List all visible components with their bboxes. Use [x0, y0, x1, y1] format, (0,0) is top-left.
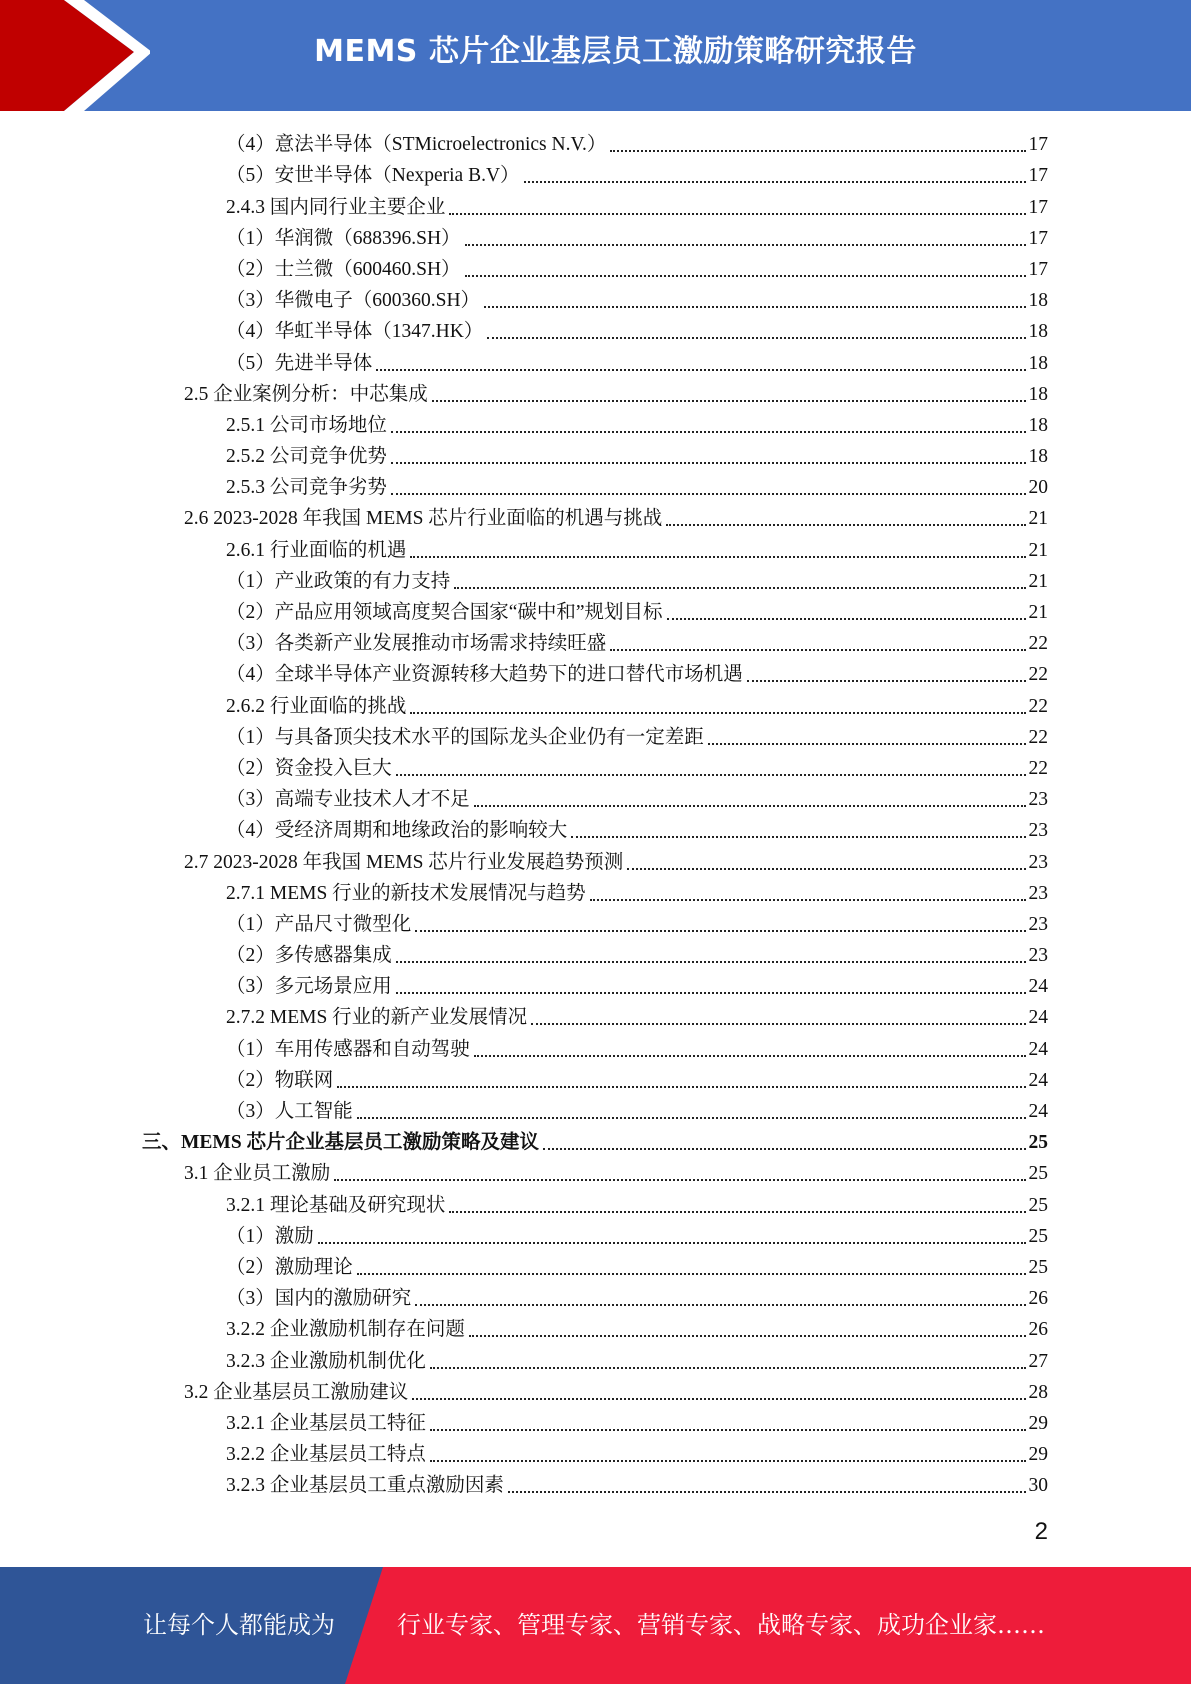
toc-entry-page: 28 — [1028, 1381, 1048, 1403]
toc-entry-page: 25 — [1028, 1132, 1048, 1154]
toc-entry-label: （4）全球半导体产业资源转移大趋势下的进口替代市场机遇 — [226, 664, 743, 686]
toc-entry-label: （3）人工智能 — [226, 1101, 353, 1122]
toc-dot-leader — [543, 1148, 1025, 1150]
toc-entry[interactable] — [0, 190, 1191, 221]
toc-entry-page: 22 — [1028, 726, 1048, 748]
toc-dot-leader — [415, 930, 1025, 932]
toc-entry-label: 3.2.1 理论基础及研究现状 — [226, 1194, 446, 1216]
toc-dot-leader — [465, 275, 1026, 277]
toc-entry-page: 21 — [1028, 508, 1048, 530]
toc-entry-page: 17 — [1028, 258, 1048, 280]
toc-entry[interactable] — [0, 752, 1191, 783]
toc-entry[interactable] — [0, 689, 1191, 720]
toc-entry[interactable] — [0, 877, 1191, 908]
toc-entry[interactable] — [0, 409, 1191, 440]
toc-entry-page: 18 — [1028, 352, 1048, 374]
toc-dot-leader — [391, 493, 1026, 495]
toc-dot-leader — [571, 836, 1025, 838]
toc-dot-leader — [454, 587, 1025, 589]
toc-entry-label: （5）安世半导体（Nexperia B.V） — [226, 165, 520, 187]
toc-entry-label: （1）车用传感器和自动驾驶 — [226, 1038, 470, 1060]
toc-entry-label: （1）产业政策的有力支持 — [226, 570, 451, 592]
toc-entry-label: （2）资金投入巨大 — [226, 757, 392, 779]
toc-dot-leader — [396, 992, 1026, 994]
toc-entry[interactable] — [0, 1251, 1191, 1282]
toc-entry-page: 24 — [1028, 1007, 1048, 1029]
toc-entry[interactable] — [0, 128, 1191, 159]
toc-entry[interactable] — [0, 284, 1191, 315]
toc-dot-leader — [391, 462, 1026, 464]
toc-entry-page: 21 — [1028, 570, 1048, 592]
toc-dot-leader — [610, 649, 1025, 651]
toc-entry-page: 23 — [1028, 851, 1048, 873]
toc-dot-leader — [396, 774, 1026, 776]
toc-entry-label: （2）士兰微（600460.SH） — [226, 258, 461, 280]
toc-entry-label: （4）意法半导体（STMicroelectronics N.V.） — [226, 134, 607, 156]
toc-entry[interactable] — [0, 1095, 1191, 1126]
toc-entry[interactable] — [0, 1157, 1191, 1188]
toc-entry[interactable] — [0, 1313, 1191, 1344]
toc-entry-page: 25 — [1028, 1163, 1048, 1185]
toc-dot-leader — [430, 1429, 1026, 1431]
toc-entry-label: 3.2.2 企业激励机制存在问题 — [226, 1319, 465, 1341]
toc-entry-label: 2.5.3 公司竞争劣势 — [226, 477, 387, 499]
toc-entry-label: （3）华微电子（600360.SH） — [226, 290, 481, 312]
toc-entry[interactable] — [0, 658, 1191, 689]
toc-entry-page: 17 — [1028, 196, 1048, 218]
toc-entry-page: 22 — [1028, 757, 1048, 779]
toc-dot-leader — [449, 1211, 1025, 1213]
toc-entry[interactable] — [0, 845, 1191, 876]
toc-dot-leader — [412, 1398, 1025, 1400]
page-number: 2 — [1034, 1518, 1048, 1545]
toc-dot-leader — [357, 1117, 1026, 1119]
toc-entry[interactable] — [0, 970, 1191, 1001]
toc-entry[interactable] — [0, 939, 1191, 970]
toc-entry-label: （2）物联网 — [226, 1069, 334, 1091]
toc-entry-page: 24 — [1028, 1101, 1048, 1122]
toc-entry-page: 29 — [1028, 1444, 1048, 1466]
toc-entry-page: 23 — [1028, 789, 1048, 811]
toc-entry-page: 26 — [1028, 1288, 1048, 1310]
toc-entry-label: 2.4.3 国内同行业主要企业 — [226, 196, 446, 218]
footer-slogan-left: 让每个人都能成为 — [143, 1611, 335, 1639]
toc-entry-label: 三、MEMS 芯片企业基层员工激励策略及建议 — [142, 1132, 540, 1154]
toc-entry-label: 3.2.3 企业激励机制优化 — [226, 1350, 426, 1372]
toc-entry[interactable] — [0, 315, 1191, 346]
toc-dot-leader — [415, 1304, 1025, 1306]
toc-dot-leader — [337, 1086, 1025, 1088]
toc-entry[interactable] — [0, 596, 1191, 627]
toc-dot-leader — [487, 337, 1025, 339]
toc-entry[interactable] — [0, 222, 1191, 253]
toc-dot-leader — [334, 1179, 1025, 1181]
toc-entry-label: （4）华虹半导体（1347.HK） — [226, 321, 484, 343]
toc-entry-label: 3.2.3 企业基层员工重点激励因素 — [226, 1475, 504, 1497]
toc-entry[interactable] — [0, 783, 1191, 814]
toc-entry[interactable] — [0, 1064, 1191, 1095]
toc-entry[interactable] — [0, 1376, 1191, 1407]
toc-entry-label: 3.2.1 企业基层员工特征 — [226, 1412, 426, 1434]
toc-entry[interactable] — [0, 346, 1191, 377]
toc-entry-label: 2.5 企业案例分析：中芯集成 — [184, 383, 428, 405]
toc-entry-label: 2.7.1 MEMS 行业的新技术发展情况与趋势 — [226, 882, 586, 904]
page-footer — [0, 1567, 1191, 1684]
toc-dot-leader — [474, 805, 1026, 807]
toc-entry[interactable] — [0, 1282, 1191, 1313]
toc-entry-label: （1）与具备顶尖技术水平的国际龙头企业仍有一定差距 — [226, 726, 704, 748]
toc-entry-label: （1）产品尺寸微型化 — [226, 913, 412, 935]
toc-entry[interactable] — [0, 471, 1191, 502]
toc-entry-label: （3）多元场景应用 — [226, 976, 392, 998]
toc-entry-label: （4）受经济周期和地缘政治的影响较大 — [226, 820, 568, 842]
toc-dot-leader — [391, 431, 1026, 433]
toc-entry-label: 3.2.2 企业基层员工特点 — [226, 1444, 426, 1466]
toc-entry-label: （1）华润微（688396.SH） — [226, 227, 461, 249]
toc-dot-leader — [484, 306, 1025, 308]
toc-entry[interactable] — [0, 533, 1191, 564]
toc-entry-label: 2.7.2 MEMS 行业的新产业发展情况 — [226, 1007, 528, 1029]
toc-dot-leader — [747, 680, 1026, 682]
toc-dot-leader — [590, 899, 1026, 901]
toc-dot-leader — [610, 150, 1025, 152]
toc-entry-page: 18 — [1028, 383, 1048, 405]
toc-entry-page: 21 — [1028, 539, 1048, 561]
toc-dot-leader — [524, 181, 1026, 183]
toc-entry-page: 17 — [1028, 165, 1048, 187]
toc-entry[interactable] — [0, 440, 1191, 471]
toc-entry[interactable] — [0, 1188, 1191, 1219]
toc-dot-leader — [357, 1273, 1026, 1275]
toc-entry[interactable] — [0, 502, 1191, 533]
toc-dot-leader — [627, 868, 1025, 870]
toc-entry-page: 22 — [1028, 664, 1048, 686]
toc-dot-leader — [508, 1491, 1026, 1493]
toc-entry-page: 22 — [1028, 633, 1048, 655]
header-title: MEMS 芯片企业基层员工激励策略研究报告 — [314, 34, 917, 69]
toc-entry[interactable] — [0, 1220, 1191, 1251]
table-of-contents — [0, 128, 1191, 1500]
toc-entry-label: 2.6.1 行业面临的机遇 — [226, 539, 407, 561]
toc-entry-label: 2.6 2023-2028 年我国 MEMS 芯片行业面临的机遇与挑战 — [184, 508, 663, 530]
footer-slogan-right: 行业专家、管理专家、营销专家、战略专家、成功企业家…… — [397, 1611, 1045, 1639]
toc-entry-page: 22 — [1028, 695, 1048, 717]
toc-entry-page: 18 — [1028, 290, 1048, 312]
toc-entry-page: 23 — [1028, 945, 1048, 967]
toc-entry[interactable] — [0, 627, 1191, 658]
toc-dot-leader — [449, 213, 1025, 215]
toc-dot-leader — [410, 556, 1025, 558]
toc-entry[interactable] — [0, 908, 1191, 939]
toc-entry-label: （5）先进半导体 — [226, 352, 373, 374]
header-arrow-decoration — [0, 0, 150, 111]
toc-entry-page: 17 — [1028, 134, 1048, 156]
toc-dot-leader — [376, 369, 1025, 371]
toc-entry-label: 2.5.2 公司竞争优势 — [226, 446, 387, 468]
toc-entry-page: 27 — [1028, 1350, 1048, 1372]
toc-entry-page: 20 — [1028, 477, 1048, 499]
toc-entry[interactable] — [0, 721, 1191, 752]
toc-entry-page: 24 — [1028, 976, 1048, 998]
toc-entry-page: 18 — [1028, 321, 1048, 343]
toc-dot-leader — [430, 1460, 1026, 1462]
toc-entry-label: 2.7 2023-2028 年我国 MEMS 芯片行业发展趋势预测 — [184, 851, 624, 873]
toc-dot-leader — [396, 961, 1026, 963]
toc-entry[interactable] — [0, 253, 1191, 284]
toc-entry-page: 26 — [1028, 1319, 1048, 1341]
toc-entry-page: 23 — [1028, 913, 1048, 935]
toc-entry[interactable] — [0, 565, 1191, 596]
toc-dot-leader — [318, 1242, 1026, 1244]
toc-entry-page: 24 — [1028, 1069, 1048, 1091]
toc-entry-label: （2）多传感器集成 — [226, 945, 392, 967]
toc-entry[interactable] — [0, 1001, 1191, 1032]
toc-entry-page: 24 — [1028, 1038, 1048, 1060]
toc-entry-page: 21 — [1028, 602, 1048, 623]
toc-entry-page: 25 — [1028, 1256, 1048, 1278]
toc-entry-label: 2.5.1 公司市场地位 — [226, 414, 387, 436]
toc-entry[interactable] — [0, 378, 1191, 409]
toc-entry-label: 2.6.2 行业面临的挑战 — [226, 695, 407, 717]
toc-dot-leader — [666, 524, 1025, 526]
toc-dot-leader — [531, 1023, 1025, 1025]
toc-entry-label: （2）激励理论 — [226, 1256, 353, 1278]
toc-dot-leader — [708, 743, 1026, 745]
toc-entry-page: 29 — [1028, 1412, 1048, 1434]
toc-entry-label: 3.2 企业基层员工激励建议 — [184, 1381, 409, 1403]
toc-dot-leader — [469, 1335, 1026, 1337]
toc-dot-leader — [667, 618, 1026, 620]
toc-dot-leader — [474, 1055, 1026, 1057]
toc-entry-label: （1）激励 — [226, 1225, 314, 1247]
toc-entry-page: 30 — [1028, 1475, 1048, 1497]
toc-entry[interactable] — [0, 1344, 1191, 1375]
toc-dot-leader — [410, 712, 1025, 714]
toc-entry[interactable] — [0, 1438, 1191, 1469]
toc-entry-page: 23 — [1028, 882, 1048, 904]
toc-entry[interactable] — [0, 1407, 1191, 1438]
toc-entry-page: 25 — [1028, 1225, 1048, 1247]
toc-entry-label: （3）各类新产业发展推动市场需求持续旺盛 — [226, 633, 607, 655]
toc-entry[interactable] — [0, 1469, 1191, 1500]
toc-dot-leader — [465, 244, 1026, 246]
toc-entry-page: 18 — [1028, 414, 1048, 436]
toc-entry[interactable] — [0, 814, 1191, 845]
page-header — [0, 0, 1191, 111]
toc-dot-leader — [430, 1367, 1026, 1369]
toc-entry-page: 17 — [1028, 227, 1048, 249]
toc-entry-label: 3.1 企业员工激励 — [184, 1163, 331, 1185]
toc-entry[interactable] — [0, 1032, 1191, 1063]
toc-entry-page: 18 — [1028, 446, 1048, 468]
toc-entry-label: （2）产品应用领域高度契合国家“碳中和”规划目标 — [226, 602, 663, 623]
toc-entry-label: （3）国内的激励研究 — [226, 1288, 412, 1310]
toc-entry[interactable] — [0, 159, 1191, 190]
header-red-block — [0, 0, 134, 111]
toc-dot-leader — [432, 400, 1026, 402]
toc-entry-label: （3）高端专业技术人才不足 — [226, 789, 470, 811]
toc-entry-page: 25 — [1028, 1194, 1048, 1216]
toc-entry[interactable] — [0, 1126, 1191, 1157]
toc-entry-page: 23 — [1028, 820, 1048, 842]
